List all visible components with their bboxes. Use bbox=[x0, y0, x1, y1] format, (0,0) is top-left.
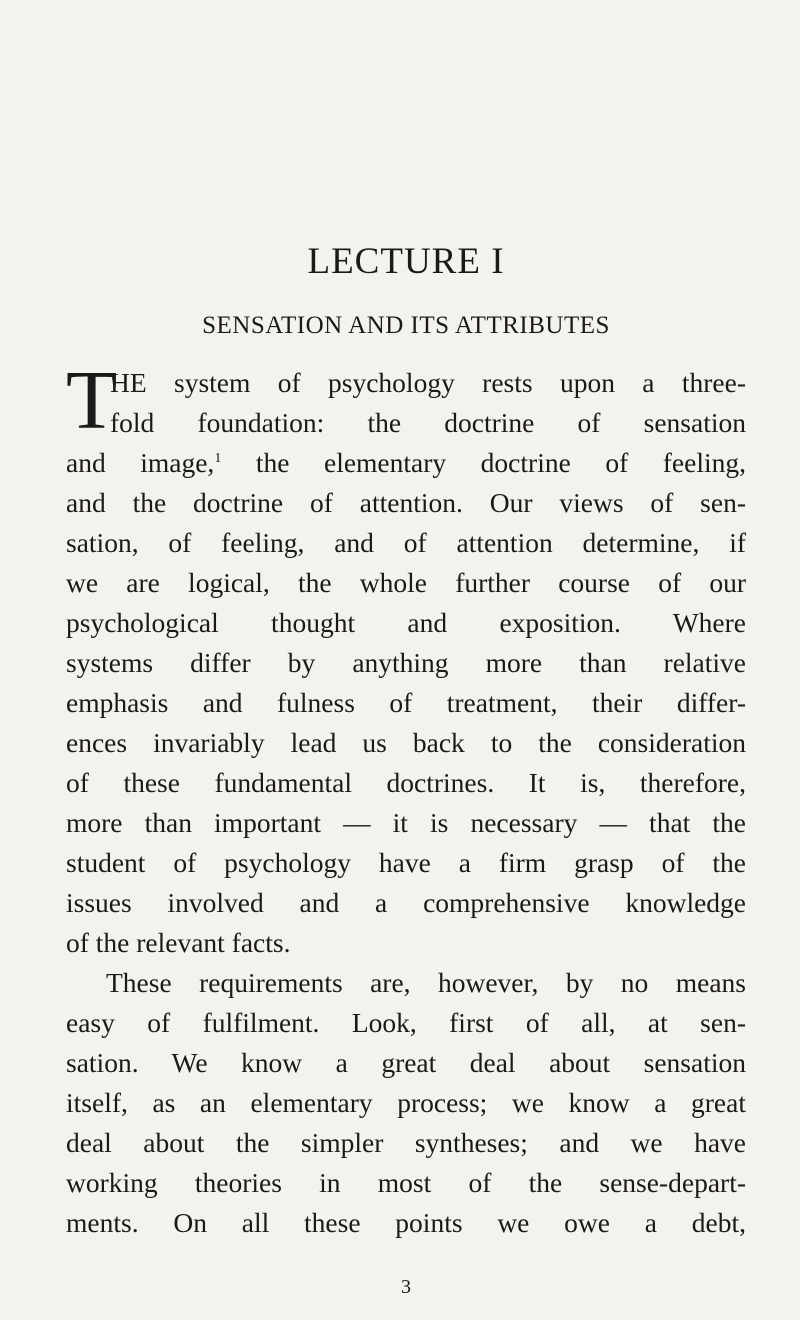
text-line: emphasis and fulness of treatment, their differ- bbox=[66, 687, 746, 718]
text-line: and the doctrine of attention. Our views of sen- bbox=[66, 487, 746, 518]
text-line: systems differ by anything more than relative bbox=[66, 647, 746, 678]
text-line: sation, of feeling, and of attention determine, if bbox=[66, 527, 746, 558]
chapter-title: SENSATION AND ITS ATTRIBUTES bbox=[202, 312, 610, 339]
text-line: HE system of psychology rests upon a three- bbox=[110, 367, 746, 398]
text-line: of these fundamental doctrines. It is, therefore, bbox=[66, 767, 746, 798]
footnote-marker: 1 bbox=[214, 450, 222, 466]
text-line: student of psychology have a firm grasp of the bbox=[66, 847, 746, 878]
text-line: ments. On all these points we owe a debt, bbox=[66, 1207, 746, 1238]
text-line bbox=[66, 443, 746, 483]
book-page bbox=[66, 0, 746, 1320]
text-fragment: the elementary doctrine of feeling, bbox=[255, 447, 746, 478]
text-line: of the relevant facts. bbox=[66, 927, 291, 958]
drop-cap: T bbox=[66, 354, 118, 447]
page-number: 3 bbox=[401, 1276, 411, 1298]
text-line: itself, as an elementary process; we know a great bbox=[66, 1087, 746, 1118]
text-line: fold foundation: the doctrine of sensation bbox=[110, 407, 746, 438]
text-fragment: and image, bbox=[66, 447, 215, 478]
text-line: These requirements are, however, by no means bbox=[106, 967, 746, 998]
text-line: issues involved and a comprehensive knowledge bbox=[66, 887, 746, 918]
text-line: more than important — it is necessary — that the bbox=[66, 807, 746, 838]
text-line: sation. We know a great deal about sensation bbox=[66, 1047, 746, 1078]
lecture-heading: LECTURE I bbox=[307, 241, 505, 282]
text-line: psychological thought and exposition. Where bbox=[66, 607, 746, 638]
text-line: ences invariably lead us back to the consideration bbox=[66, 727, 746, 758]
text-line: easy of fulfilment. Look, first of all, at sen- bbox=[66, 1007, 746, 1038]
text-line: deal about the simpler syntheses; and we have bbox=[66, 1127, 746, 1158]
text-line: working theories in most of the sense-depart- bbox=[66, 1167, 746, 1198]
text-line: we are logical, the whole further course of our bbox=[66, 567, 746, 598]
body-text bbox=[66, 354, 746, 1243]
